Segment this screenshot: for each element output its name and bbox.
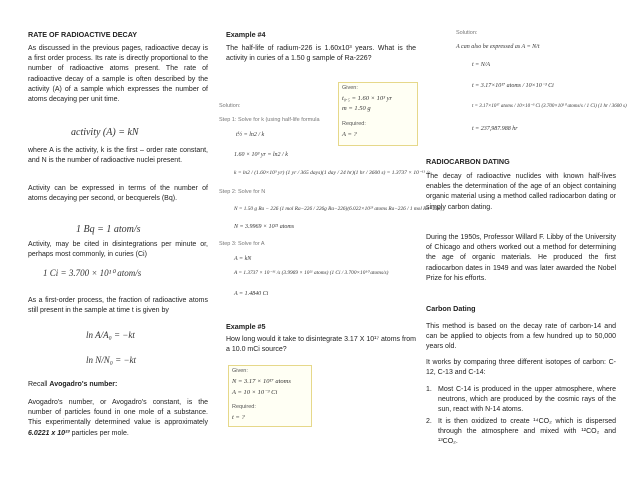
paragraph-carbon-14: This method is based on the decay rate of carbon-14 and can be applied to objects from a few hundred up to 50,000 years old.: [426, 323, 616, 351]
avogadro-label: Avogadro's number:: [49, 381, 118, 388]
equation-curie: 1 Ci = 3.700 × 10¹⁰ atom/s: [43, 268, 142, 278]
avogadro-value: 6.0221 x 10²³: [28, 429, 70, 437]
section-heading-radiocarbon: RADIOCARBON DATING: [426, 157, 510, 166]
paragraph-curies: Activity, may be cited in disintegrations per minute or, perhaps most commonly, in curies (Ci): [28, 241, 208, 259]
subheading-carbon-dating: Carbon Dating: [426, 304, 476, 313]
step-2-atoms-conversion: N = 1.50 g Ra − 226 (1 mol Ra−226 / 226g Ra−226)(6.022×10²³ atoms Ra−226 / 1 mol Ra−226): [234, 206, 443, 212]
equation-ln-nuclei: ln N/N₀ = −kt: [86, 355, 137, 365]
solution-line-5: t = 237,987.988 hr: [472, 126, 518, 132]
step-2-atoms-result: N = 3.9969 × 10²¹ atoms: [234, 224, 295, 230]
step-3-activity-result: A = 1.4840 Ci: [234, 291, 269, 297]
solution-line-3: t = 3.17×10¹⁷ atoms / 10×10⁻³ Ci: [472, 83, 554, 89]
paragraph-libby: During the 1950s, Professor Willard F. Libby of the University of Chicago and others worked out a method for determining the age of organic materials. He produced the first radiocarbon dates in 1949 and was later awarded the Nobel Prize for his efforts.: [426, 234, 616, 282]
step-1-rate-constant: k = ln2 / (1.60×10³ yr) (1 yr / 365 days)(1 day / 24 hr)(1 hr / 3600 s) = 1.3737 × 10⁻¹¹ /s: [234, 170, 431, 176]
solution-line-4: t = 3.17×10¹⁷ atoms / 10×10⁻³ Ci (3.700×10¹⁰ atoms/s / 1 Ci) (1 hr / 3600 s): [472, 104, 627, 109]
equation-activity: activity (A) = kN: [71, 127, 139, 138]
step-2-label: Step 2: Solve for N: [219, 189, 266, 195]
step-1-substitution: 1.60 × 10³ yr = ln2 / k: [234, 152, 288, 158]
equation-becquerel: 1 Bq = 1 atom/s: [76, 224, 141, 235]
paragraph-avogadro: Avogadro's number, or Avogadro's constant, is the number of particles found in one mole of a substance. This experimentally determined value is approximately 6.0221 x 10²³ particles per mole.: [28, 399, 208, 437]
isotope-list: [426, 385, 616, 448]
given-box-example-5: Given: N = 3.17 × 10¹⁷ atoms A = 10 × 10⁻³ Ci Required: t = ?: [228, 365, 312, 427]
paragraph-isotopes: It works by comparing three different isotopes of carbon: C-12, C-13 and C-14:: [426, 359, 616, 377]
step-3-activity-formula: A = kN: [234, 256, 252, 262]
solution-label-example-5: Solution:: [456, 30, 478, 36]
step-3-label: Step 3: Solve for A: [219, 241, 265, 247]
paragraph-becquerels: Activity can be expressed in terms of the number of atoms decaying per second, or becquerels (Bq).: [28, 185, 208, 203]
solution-line-2: t = N/A: [472, 62, 491, 68]
paragraph-first-order: As a first-order process, the fraction of radioactive atoms still present in the sample at time t is given by: [28, 297, 208, 315]
given-box-example-4: Given: t₀.₅ = 1.60 × 10³ yr m = 1.50 g Required: A = ?: [338, 82, 418, 146]
solution-line-1: A can also be expressed as A = N/t: [456, 44, 540, 50]
list-item: 2. It is then oxidized to create ¹⁴CO₂ which is dispersed through the atmosphere and mixed with ¹²CO₂ and ¹³CO₂.: [426, 417, 616, 446]
equation-ln-activity: ln A/A₀ = −kt: [86, 330, 135, 340]
step-3-substitution: A = 1.3737 × 10⁻¹¹ /s (3.9969 × 10²¹ atoms) (1 Ci / 3.700×10¹⁰ atoms/s): [234, 270, 389, 276]
step-1-label: Step 1: Solve for k (using half-life formula: [219, 117, 320, 123]
solution-label: Solution:: [219, 103, 241, 109]
section-heading-radioactive-decay: RATE OF RADIOACTIVE DECAY: [28, 30, 138, 39]
paragraph-activity-definition: where A is the activity, k is the first – order rate constant, and N is the number of radioactive nuclei present.: [28, 147, 208, 165]
list-item: 1. Most C-14 is produced in the upper atmosphere, where neutrons, which are produced by the cosmic rays of the sun, react with N-14 atoms.: [426, 386, 616, 414]
recall-avogadro: Recall Avogadro's number:: [28, 381, 118, 388]
example-5-question: How long would it take to disintegrate 3.17 X 10¹⁷ atoms from a 10.0 mCi source?: [226, 336, 416, 354]
paragraph-radiocarbon-intro: The decay of radioactive nuclides with known half-lives enables the determination of the age of an object containing organic material using a method called radiocarbon dating or simply carbon dating.: [426, 173, 616, 211]
paragraph-decay-intro: As discussed in the previous pages, radioactive decay is a first order process. Its rate is directly proportional to the number of radioactive atoms present. The rate of radioactive decay of a sample is often described by the activity (A) of a sample which expresses the number of atoms decaying per unit time.: [28, 45, 208, 104]
example-4-title: Example #4: [226, 30, 266, 39]
example-4-question: The half-life of radium-226 is 1.60x10³ years. What is the activity in curies of a 1.50 g sample of Ra-226?: [226, 45, 416, 63]
step-1-half-life-formula: t½ = ln2 / k: [236, 132, 265, 138]
example-5-title: Example #5: [226, 322, 266, 331]
